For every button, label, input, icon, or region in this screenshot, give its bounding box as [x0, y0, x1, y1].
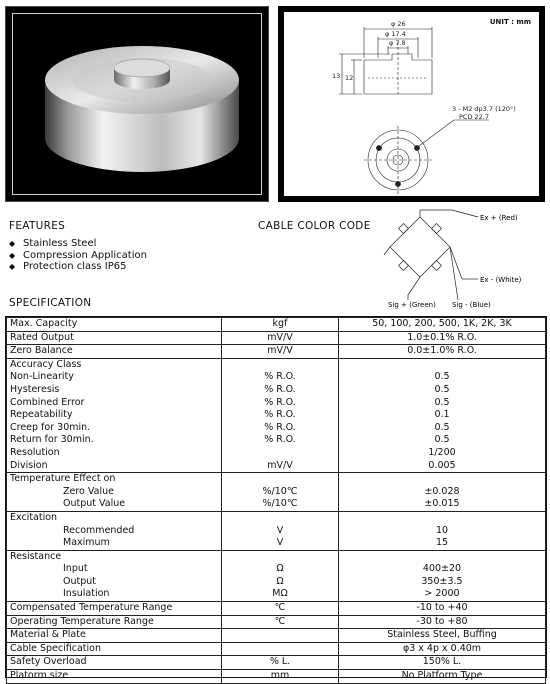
spec-label: Combined Error: [7, 397, 222, 410]
spec-label: Repeatability: [7, 409, 222, 422]
spec-label: Temperature Effect on: [7, 473, 222, 486]
spec-value: 0.5: [339, 434, 546, 447]
spec-label: Compensated Temperature Range: [7, 602, 222, 616]
spec-row: [7, 371, 546, 384]
cable-ex-minus: Ex - (White): [480, 276, 522, 284]
spec-row: [7, 498, 546, 511]
spec-unit: mm: [222, 670, 339, 684]
spec-label: Creep for 30min.: [7, 422, 222, 435]
spec-value: 1.0±0.1% R.O.: [339, 331, 546, 345]
spec-table-body: [7, 318, 546, 684]
spec-label: Excitation: [7, 511, 222, 524]
spec-value: -30 to +80: [339, 615, 546, 629]
spec-row: [7, 397, 546, 410]
spec-value: 15: [339, 537, 546, 550]
spec-value: 0.5: [339, 371, 546, 384]
spec-row: [7, 345, 546, 359]
spec-row: [7, 550, 546, 563]
spec-label: Maximum: [7, 537, 222, 550]
spec-value: Stainless Steel, Buffing: [339, 629, 546, 643]
dim-d26: φ 26: [391, 20, 406, 28]
spec-table: [6, 317, 546, 684]
spec-value: 0.5: [339, 384, 546, 397]
spec-row: [7, 409, 546, 422]
spec-label: Output: [7, 576, 222, 589]
spec-value: 0.1: [339, 409, 546, 422]
spec-unit: % R.O.: [222, 397, 339, 410]
dim-d17-4: φ 17.4: [385, 30, 406, 38]
spec-unit: % L.: [222, 656, 339, 670]
spec-value: 150% L.: [339, 656, 546, 670]
spec-row: [7, 563, 546, 576]
spec-value: [339, 358, 546, 371]
spec-label: Output Value: [7, 498, 222, 511]
cable-sig-plus: Sig + (Green): [388, 301, 436, 309]
spec-row: [7, 358, 546, 371]
spec-label: Return for 30min.: [7, 434, 222, 447]
spec-value: 400±20: [339, 563, 546, 576]
spec-row: [7, 486, 546, 499]
spec-label: Zero Value: [7, 486, 222, 499]
spec-unit: [222, 642, 339, 656]
feature-item: ◆ Protection class IP65: [9, 261, 127, 272]
holes-note: 3 - M2 dp3.7 (120°): [452, 105, 516, 113]
features-list: [9, 238, 249, 273]
spec-value: φ3 x 4p x 0.40m: [339, 642, 546, 656]
spec-unit: % R.O.: [222, 409, 339, 422]
spec-row: [7, 460, 546, 473]
spec-value: [339, 511, 546, 524]
feature-item: ◆ Compression Application: [9, 249, 147, 261]
spec-label: Input: [7, 563, 222, 576]
spec-label: Recommended: [7, 525, 222, 538]
spec-unit: V: [222, 525, 339, 538]
spec-title: SPECIFICATION: [9, 297, 92, 309]
spec-value: 0.5: [339, 397, 546, 410]
spec-label: Zero Balance: [7, 345, 222, 359]
spec-row: [7, 670, 546, 684]
spec-unit: % R.O.: [222, 422, 339, 435]
spec-unit: [222, 358, 339, 371]
spec-row: [7, 537, 546, 550]
spec-unit: ℃: [222, 602, 339, 616]
product-photo: [5, 6, 269, 202]
feature-item: ◆ Stainless Steel: [9, 238, 97, 249]
spec-row: [7, 447, 546, 460]
spec-value: 0.0±1.0% R.O.: [339, 345, 546, 359]
spec-row: [7, 422, 546, 435]
spec-label: Insulation: [7, 588, 222, 601]
spec-row: [7, 576, 546, 589]
spec-value: [339, 550, 546, 563]
spec-label: Material & Plate: [7, 629, 222, 643]
spec-row: [7, 473, 546, 486]
spec-value: 10: [339, 525, 546, 538]
spec-label: Non-Linearity: [7, 371, 222, 384]
spec-value: [339, 473, 546, 486]
drawing-svg: [284, 12, 539, 196]
wiring-diagram: [380, 205, 545, 310]
spec-label: Division: [7, 460, 222, 473]
spec-value: 350±3.5: [339, 576, 546, 589]
spec-unit: [222, 550, 339, 563]
spec-label: Resolution: [7, 447, 222, 460]
spec-unit: [222, 473, 339, 486]
spec-unit: % R.O.: [222, 371, 339, 384]
spec-value: 0.5: [339, 422, 546, 435]
spec-unit: mV/V: [222, 345, 339, 359]
spec-unit: mV/V: [222, 331, 339, 345]
diamond-bullet-icon: ◆: [9, 262, 16, 271]
spec-label: Cable Specification: [7, 642, 222, 656]
spec-value: ±0.028: [339, 486, 546, 499]
features-title: FEATURES: [9, 220, 66, 232]
drawing-area: [284, 12, 539, 196]
cable-ex-plus: Ex + (Red): [480, 214, 518, 222]
dim-h12: 12: [345, 74, 354, 82]
spec-label: Resistance: [7, 550, 222, 563]
spec-label: Platorm size: [7, 670, 222, 684]
dimension-drawing: [278, 6, 545, 202]
spec-row: [7, 588, 546, 601]
spec-unit: mV/V: [222, 460, 339, 473]
spec-value: ±0.015: [339, 498, 546, 511]
spec-row: [7, 331, 546, 345]
spec-value: No Platform Type: [339, 670, 546, 684]
spec-row: [7, 525, 546, 538]
spec-row: [7, 642, 546, 656]
photo-frame: [12, 13, 262, 195]
spec-unit: ℃: [222, 615, 339, 629]
spec-row: [7, 602, 546, 616]
cable-title: CABLE COLOR CODE: [258, 220, 371, 232]
spec-value: 1/200: [339, 447, 546, 460]
spec-value: 0.005: [339, 460, 546, 473]
dim-h13: 13: [332, 72, 341, 80]
spec-unit: MΩ: [222, 588, 339, 601]
spec-row: [7, 434, 546, 447]
spec-unit: % R.O.: [222, 384, 339, 397]
spec-unit: %/10℃: [222, 498, 339, 511]
spec-unit: Ω: [222, 576, 339, 589]
spec-label: Max. Capacity: [7, 318, 222, 332]
dim-d7-8: φ 7.8: [389, 39, 406, 47]
spec-label: Operating Temperature Range: [7, 615, 222, 629]
spec-value: 50, 100, 200, 500, 1K, 2K, 3K: [339, 318, 546, 332]
spec-label: Hysteresis: [7, 384, 222, 397]
spec-label: Rated Output: [7, 331, 222, 345]
spec-value: -10 to +40: [339, 602, 546, 616]
cable-sig-minus: Sig - (Blue): [452, 301, 491, 309]
spec-row: [7, 615, 546, 629]
spec-unit: [222, 447, 339, 460]
spec-row: [7, 384, 546, 397]
spec-unit: V: [222, 537, 339, 550]
diamond-bullet-icon: ◆: [9, 250, 16, 260]
load-cell-image: [13, 14, 263, 196]
spec-label: Safety Overload: [7, 656, 222, 670]
spec-unit: Ω: [222, 563, 339, 576]
spec-unit: [222, 511, 339, 524]
pcd-note: PCD 22.7: [459, 113, 490, 121]
spec-unit: [222, 629, 339, 643]
spec-row: [7, 656, 546, 670]
spec-label: Accuracy Class: [7, 358, 222, 371]
unit-label: UNIT : mm: [489, 18, 531, 26]
spec-value: > 2000: [339, 588, 546, 601]
diamond-bullet-icon: ◆: [9, 239, 16, 248]
spec-row: [7, 318, 546, 332]
spec-unit: %/10℃: [222, 486, 339, 499]
spec-unit: kgf: [222, 318, 339, 332]
spec-row: [7, 629, 546, 643]
spec-unit: % R.O.: [222, 434, 339, 447]
spec-row: [7, 511, 546, 524]
